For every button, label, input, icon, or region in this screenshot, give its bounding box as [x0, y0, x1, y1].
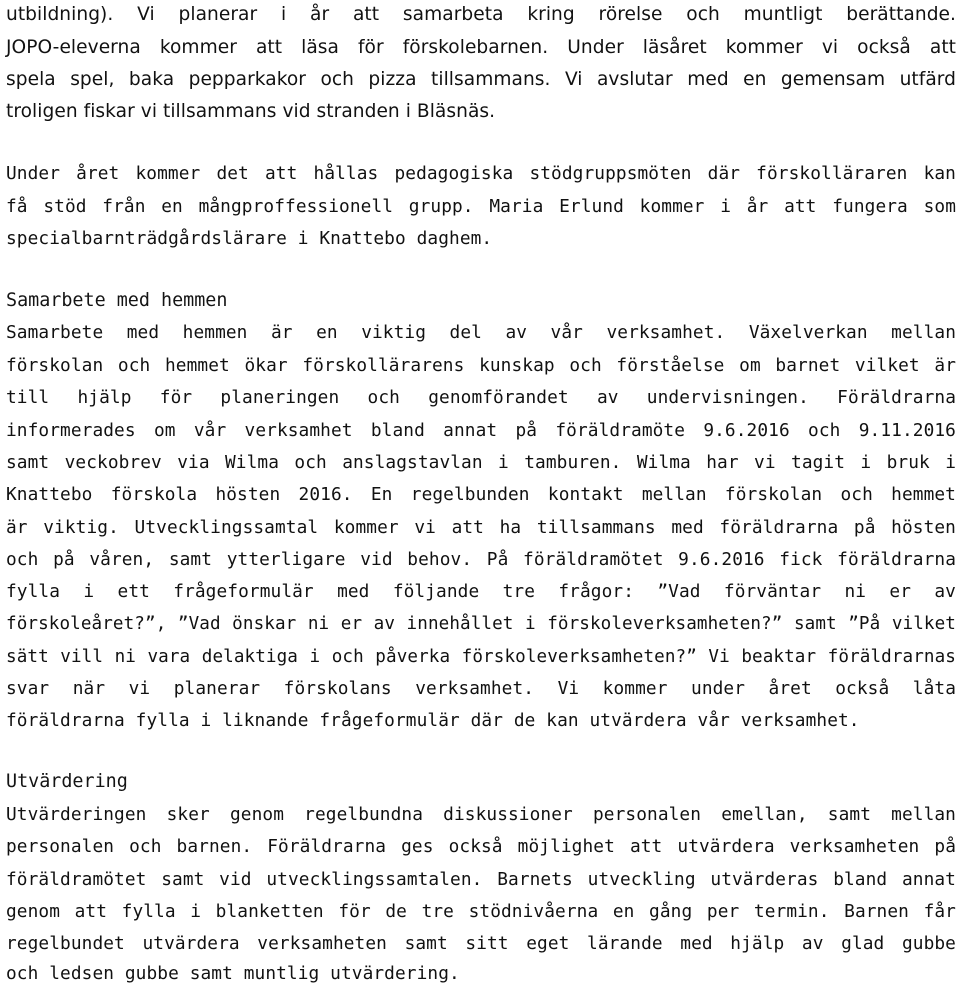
section-heading: Utvärdering	[6, 771, 128, 792]
text-line: Knattebo förskola hösten 2016. En regelbunden kontakt mellan förskolan och hemmet	[6, 484, 956, 505]
text-line: sätt vill ni vara delaktiga i och påverka förskoleverksamheten?” Vi beaktar föräldrarnas	[6, 647, 956, 667]
text-line: utbildning). Vi planerar i år att samarbeta kring rörelse och muntligt berättande.	[6, 4, 956, 25]
text-line: förskoleåret?”, ”Vad önskar ni er av innehållet i förskoleverksamheten?” samt ”På vilket	[6, 614, 956, 634]
text-line: Samarbete med hemmen är en viktig del av vår verksamhet. Växelverkan mellan	[6, 322, 956, 343]
text-line: specialbarnträdgårdslärare i Knattebo daghem.	[6, 228, 493, 249]
text-line: genom att fylla i blanketten för de tre stödnivåerna en gång per termin. Barnen får	[6, 901, 956, 922]
text-line: samt veckobrev via Wilma och anslagstavlan i tamburen. Wilma har vi tagit i bruk i	[6, 452, 956, 473]
text-line: är viktig. Utvecklingssamtal kommer vi att ha tillsammans med föräldrarna på hösten	[6, 517, 956, 538]
text-line: till hjälp för planeringen och genomförandet av undervisningen. Föräldrarna	[6, 387, 956, 408]
text-line: föräldrarna fylla i liknande frågeformulär där de kan utvärdera vår verksamhet.	[6, 710, 860, 731]
text-line: personalen och barnen. Föräldrarna ges också möjlighet att utvärdera verksamheten på	[6, 836, 956, 857]
text-line: regelbundet utvärdera verksamheten samt sitt eget lärande med hjälp av glad gubbe	[6, 933, 956, 954]
text-line: förskolan och hemmet ökar förskollärarens kunskap och förståelse om barnet vilket är	[6, 355, 956, 376]
text-line: och ledsen gubbe samt muntlig utvärdering.	[6, 963, 460, 984]
text-line: svar när vi planerar förskolans verksamhet. Vi kommer under året också låta	[6, 678, 956, 699]
text-line: föräldramötet samt vid utvecklingssamtalen. Barnets utveckling utvärderas bland annat	[6, 869, 956, 890]
text-line: Under året kommer det att hållas pedagogiska stödgruppsmöten där förskolläraren kan	[6, 163, 956, 184]
text-line: informerades om vår verksamhet bland annat på föräldramöte 9.6.2016 och 9.11.2016	[6, 420, 956, 441]
text-line: troligen fiskar vi tillsammans vid stranden i Bläsnäs.	[6, 101, 496, 122]
text-line: spela spel, baka pepparkakor och pizza tillsammans. Vi avslutar med en gemensam utfärd	[6, 69, 956, 90]
section-heading: Samarbete med hemmen	[6, 290, 228, 311]
text-line: få stöd från en mångproffessionell grupp. Maria Erlund kommer i år att fungera som	[6, 196, 956, 217]
text-line: Utvärderingen sker genom regelbundna diskussioner personalen emellan, samt mellan	[6, 804, 956, 825]
text-line: och på våren, samt ytterligare vid behov. På föräldramötet 9.6.2016 fick föräldrarna	[6, 549, 956, 570]
text-line: JOPO-eleverna kommer att läsa för förskolebarnen. Under läsåret kommer vi också att	[6, 37, 956, 58]
text-line: fylla i ett frågeformulär med följande tre frågor: ”Vad förväntar ni er av	[6, 581, 956, 602]
